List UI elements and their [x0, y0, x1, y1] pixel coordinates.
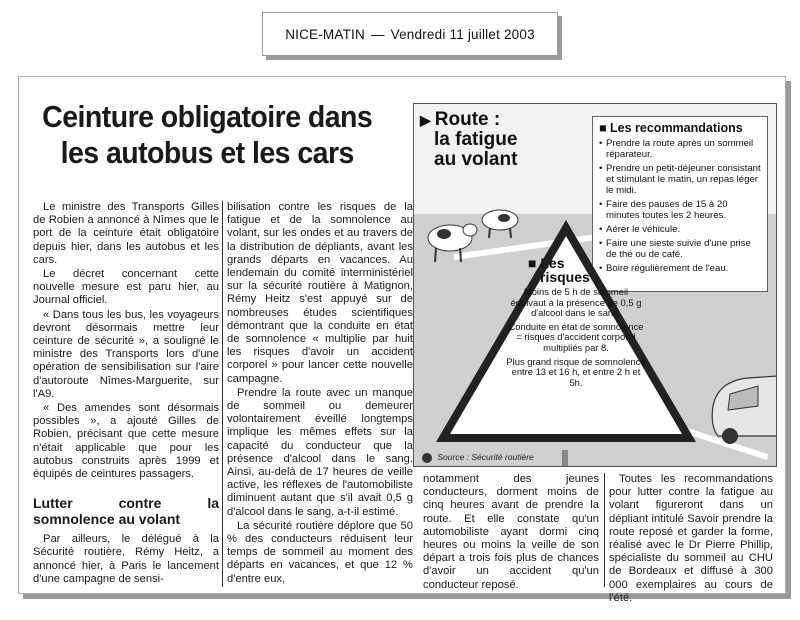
- newspaper-date: Vendredi 11 juillet 2003: [390, 26, 535, 42]
- title-line: au volant: [434, 149, 518, 170]
- play-triangle-icon: ▶: [420, 112, 431, 128]
- list-item: • Prendre la route après un sommeil réparateur.: [599, 138, 761, 160]
- column-divider: [604, 473, 605, 587]
- paragraph: bilisation contre les risques de la fatigue et de la somnolence au volant, sur les ondes et au travers de la distribution de dépliants, avant les grands départs en vacances. Au lendemain du comité interministériel sur la sécurité routière à Matignon, Rémy Heitz s'est appuyé sur de nombreuses études scientifiques démontrant que la conduite en état de somnolence « multiplie par huit les risques d'avoir un accident corporel » pour lancer cette nouvelle campagne.: [227, 201, 413, 385]
- paragraph: Prendre la route avec un manque de sommeil ou demeurer volontairement éveillé longtemps implique les mêmes effets sur la capacité du conducteur que la présence d'alcool dans le sang. Ainsi, au-delà de 17 heures de veille active, les réflexes de l'automobiliste diminuent autant que s'il avait 0,5 g d'alcool dans le sang, a-t-il estimé.: [227, 386, 413, 518]
- infographic-box: [413, 103, 777, 467]
- article-column-1: [33, 201, 219, 587]
- paragraph: Le ministre des Transports Gilles de Robien a annoncé à Nîmes que le port de la ceinture était obligatoire depuis hier, dans les autobus et les cars.: [33, 201, 219, 266]
- article-column-3: [423, 473, 599, 593]
- sign-post: [560, 450, 570, 467]
- article-subheading: Lutter contre la somnolence au volant: [33, 495, 219, 528]
- list-item: Plus grand risque de somnolence entre 13 et 16 h, et entre 2 h et 5h.: [506, 355, 646, 388]
- column-divider: [222, 201, 223, 587]
- article-column-2: [227, 201, 413, 587]
- list-item: • Faire des pauses de 15 à 20 minutes toutes les 2 heures.: [599, 199, 761, 221]
- paragraph: Le décret concernant cette nouvelle mesure est paru hier, au Journal officiel.: [33, 268, 219, 307]
- risks-panel: [506, 256, 646, 391]
- title-line: la fatigue: [434, 129, 518, 150]
- article-column-4: [609, 473, 773, 606]
- headline-line-2: les autobus et les cars: [60, 135, 354, 170]
- risks-heading-line: risques: [540, 269, 590, 285]
- paragraph: La sécurité routière déplore que 50 % des conducteurs réduisent leur temps de sommeil au moment des départs en vacances, et que 12 % d'entre eux,: [227, 519, 413, 585]
- infographic-source: [422, 452, 534, 463]
- newspaper-name: NICE-MATIN: [285, 26, 365, 42]
- paragraph: Par ailleurs, le délégué à la Sécurité routière, Rémy Heitz, a annoncé hier, à Paris le lancement d'une campagne de sensi-: [33, 533, 219, 585]
- paragraph: notamment des jeunes conducteurs, dorment moins de cinq heures avant de prendre la route. Et elle constate qu'un automobiliste ayant dormi cinq heures ou moins la veille de son départ a trois fois plus de chances d'avoir un accident qu'un conducteur reposé.: [423, 473, 599, 591]
- list-item: Conduite en état de somnolence = risques d'accident corporel multipliés par 8.: [508, 320, 644, 353]
- headline-line-1: Ceinture obligatoire dans: [42, 99, 373, 134]
- newspaper-header: [262, 12, 558, 56]
- source-logo-icon: [422, 453, 432, 463]
- list-item: • Prendre un petit-déjeuner consistant et stimulant le matin, un repas léger le midi.: [599, 163, 761, 196]
- paragraph: « Des amendes sont désormais possibles », a ajouté Gilles de Robien, précisant que cette mesure n'était applicable que pour les autobus construits après 1999 et équipés de ceintures passagers.: [33, 402, 219, 481]
- car-illustration: [708, 366, 777, 446]
- paragraph: Toutes les recommandations pour lutter contre la fatigue au volant figureront dans un dépliant intitulé Savoir prendre la route reposé et garder la forme, réalisé avec le Dr Pierre Phillip, spécialiste du sommeil au CHU de Bordeaux et diffusé à 300 000 exemplaires au cours de l'été.: [609, 473, 773, 604]
- header-separator: —: [370, 26, 385, 42]
- infographic-title: [420, 110, 540, 170]
- risks-heading: ■ Les risques: [528, 255, 590, 285]
- source-text: Source : Sécurité routière: [437, 452, 534, 462]
- recommendations-heading-text: Les recommandations: [610, 121, 743, 135]
- newspaper-page: [18, 76, 786, 604]
- list-item: Moins de 5 h de sommeil équivaut à la présence de 0,5 g d'alcool dans le sang.: [510, 286, 642, 319]
- title-line: Route :: [434, 109, 501, 130]
- recommendations-heading: ■ Les recommandations: [599, 121, 743, 135]
- list-item: • Boire régulièrement de l'eau.: [599, 263, 761, 274]
- list-item: • Aérer le véhicule.: [599, 224, 761, 235]
- paragraph: « Dans tous les bus, les voyageurs devront désormais mettre leur ceinture de sécurité », a souligné le ministre des Transports lors d'une opération de sensibilisation sur l'aire d'autoroute Nîmes-Marguerite, sur l'A9.: [33, 308, 219, 400]
- risks-heading-line: Les: [540, 255, 565, 271]
- article-headline: [37, 99, 377, 171]
- list-item: • Faire une sieste suivie d'une prise de thé ou de café.: [599, 238, 761, 260]
